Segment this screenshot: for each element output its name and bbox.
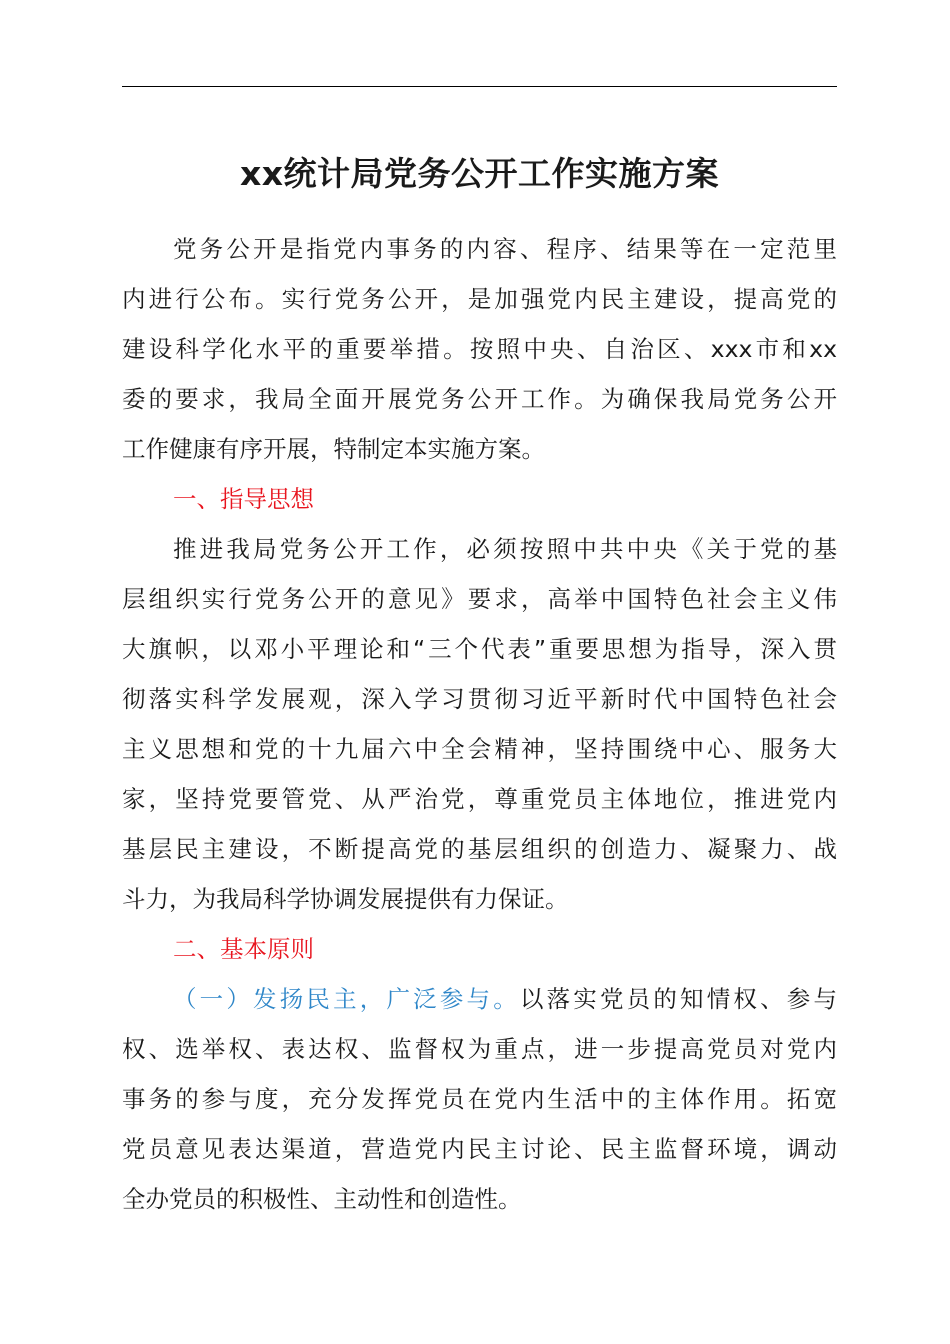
document-body xyxy=(122,224,837,1224)
subsection-first-line xyxy=(122,974,837,1024)
section1-line: 层组织实行党务公开的意见》要求，高举中国特色社会主义伟 xyxy=(122,585,837,613)
intro-line: 建设科学化水平的重要举措。按照中央、自治区、xxx市和xx xyxy=(122,335,837,363)
section1-line: 基层民主建设，不断提高党的基层组织的创造力、凝聚力、战 xyxy=(122,835,837,863)
section-heading-guiding-ideology: 一、指导思想 xyxy=(173,485,314,513)
subsection-heading-democracy: （一）发扬民主，广泛参与。 xyxy=(173,985,520,1013)
intro-line: 工作健康有序开展，特制定本实施方案。 xyxy=(122,435,545,463)
subsection-first-line-text: 以落实党员的知情权、参与 xyxy=(519,985,837,1013)
section1-line: 主义思想和党的十九届六中全会精神，坚持围绕中心、服务大 xyxy=(122,735,837,763)
intro-line: 内进行公布。实行党务公开，是加强党内民主建设，提高党的 xyxy=(122,285,837,313)
document-title: xx统计局党务公开工作实施方案 xyxy=(239,154,720,193)
subsection-line: 全办党员的积极性、主动性和创造性。 xyxy=(122,1185,522,1213)
section1-line: 推进我局党务公开工作，必须按照中共中央《关于党的基 xyxy=(173,535,837,563)
intro-line: 委的要求，我局全面开展党务公开工作。为确保我局党务公开 xyxy=(122,385,837,413)
section1-line: 家，坚持党要管党、从严治党，尊重党员主体地位，推进党内 xyxy=(122,785,837,813)
header-rule xyxy=(122,86,837,87)
intro-line: 党务公开是指党内事务的内容、程序、结果等在一定范里 xyxy=(173,235,837,263)
subsection-line: 权、选举权、表达权、监督权为重点，进一步提高党员对党内 xyxy=(122,1035,837,1063)
section-heading-basic-principles: 二、基本原则 xyxy=(173,935,314,963)
subsection-line: 事务的参与度，充分发挥党员在党内生活中的主体作用。拓宽 xyxy=(122,1085,837,1113)
section1-line: 大旗帜，以邓小平理论和“三个代表”重要思想为指导，深入贯 xyxy=(122,635,837,663)
section1-line: 斗力，为我局科学协调发展提供有力保证。 xyxy=(122,885,569,913)
subsection-line: 党员意见表达渠道，营造党内民主讨论、民主监督环境，调动 xyxy=(122,1135,837,1163)
section1-line: 彻落实科学发展观，深入学习贯彻习近平新时代中国特色社会 xyxy=(122,685,837,713)
